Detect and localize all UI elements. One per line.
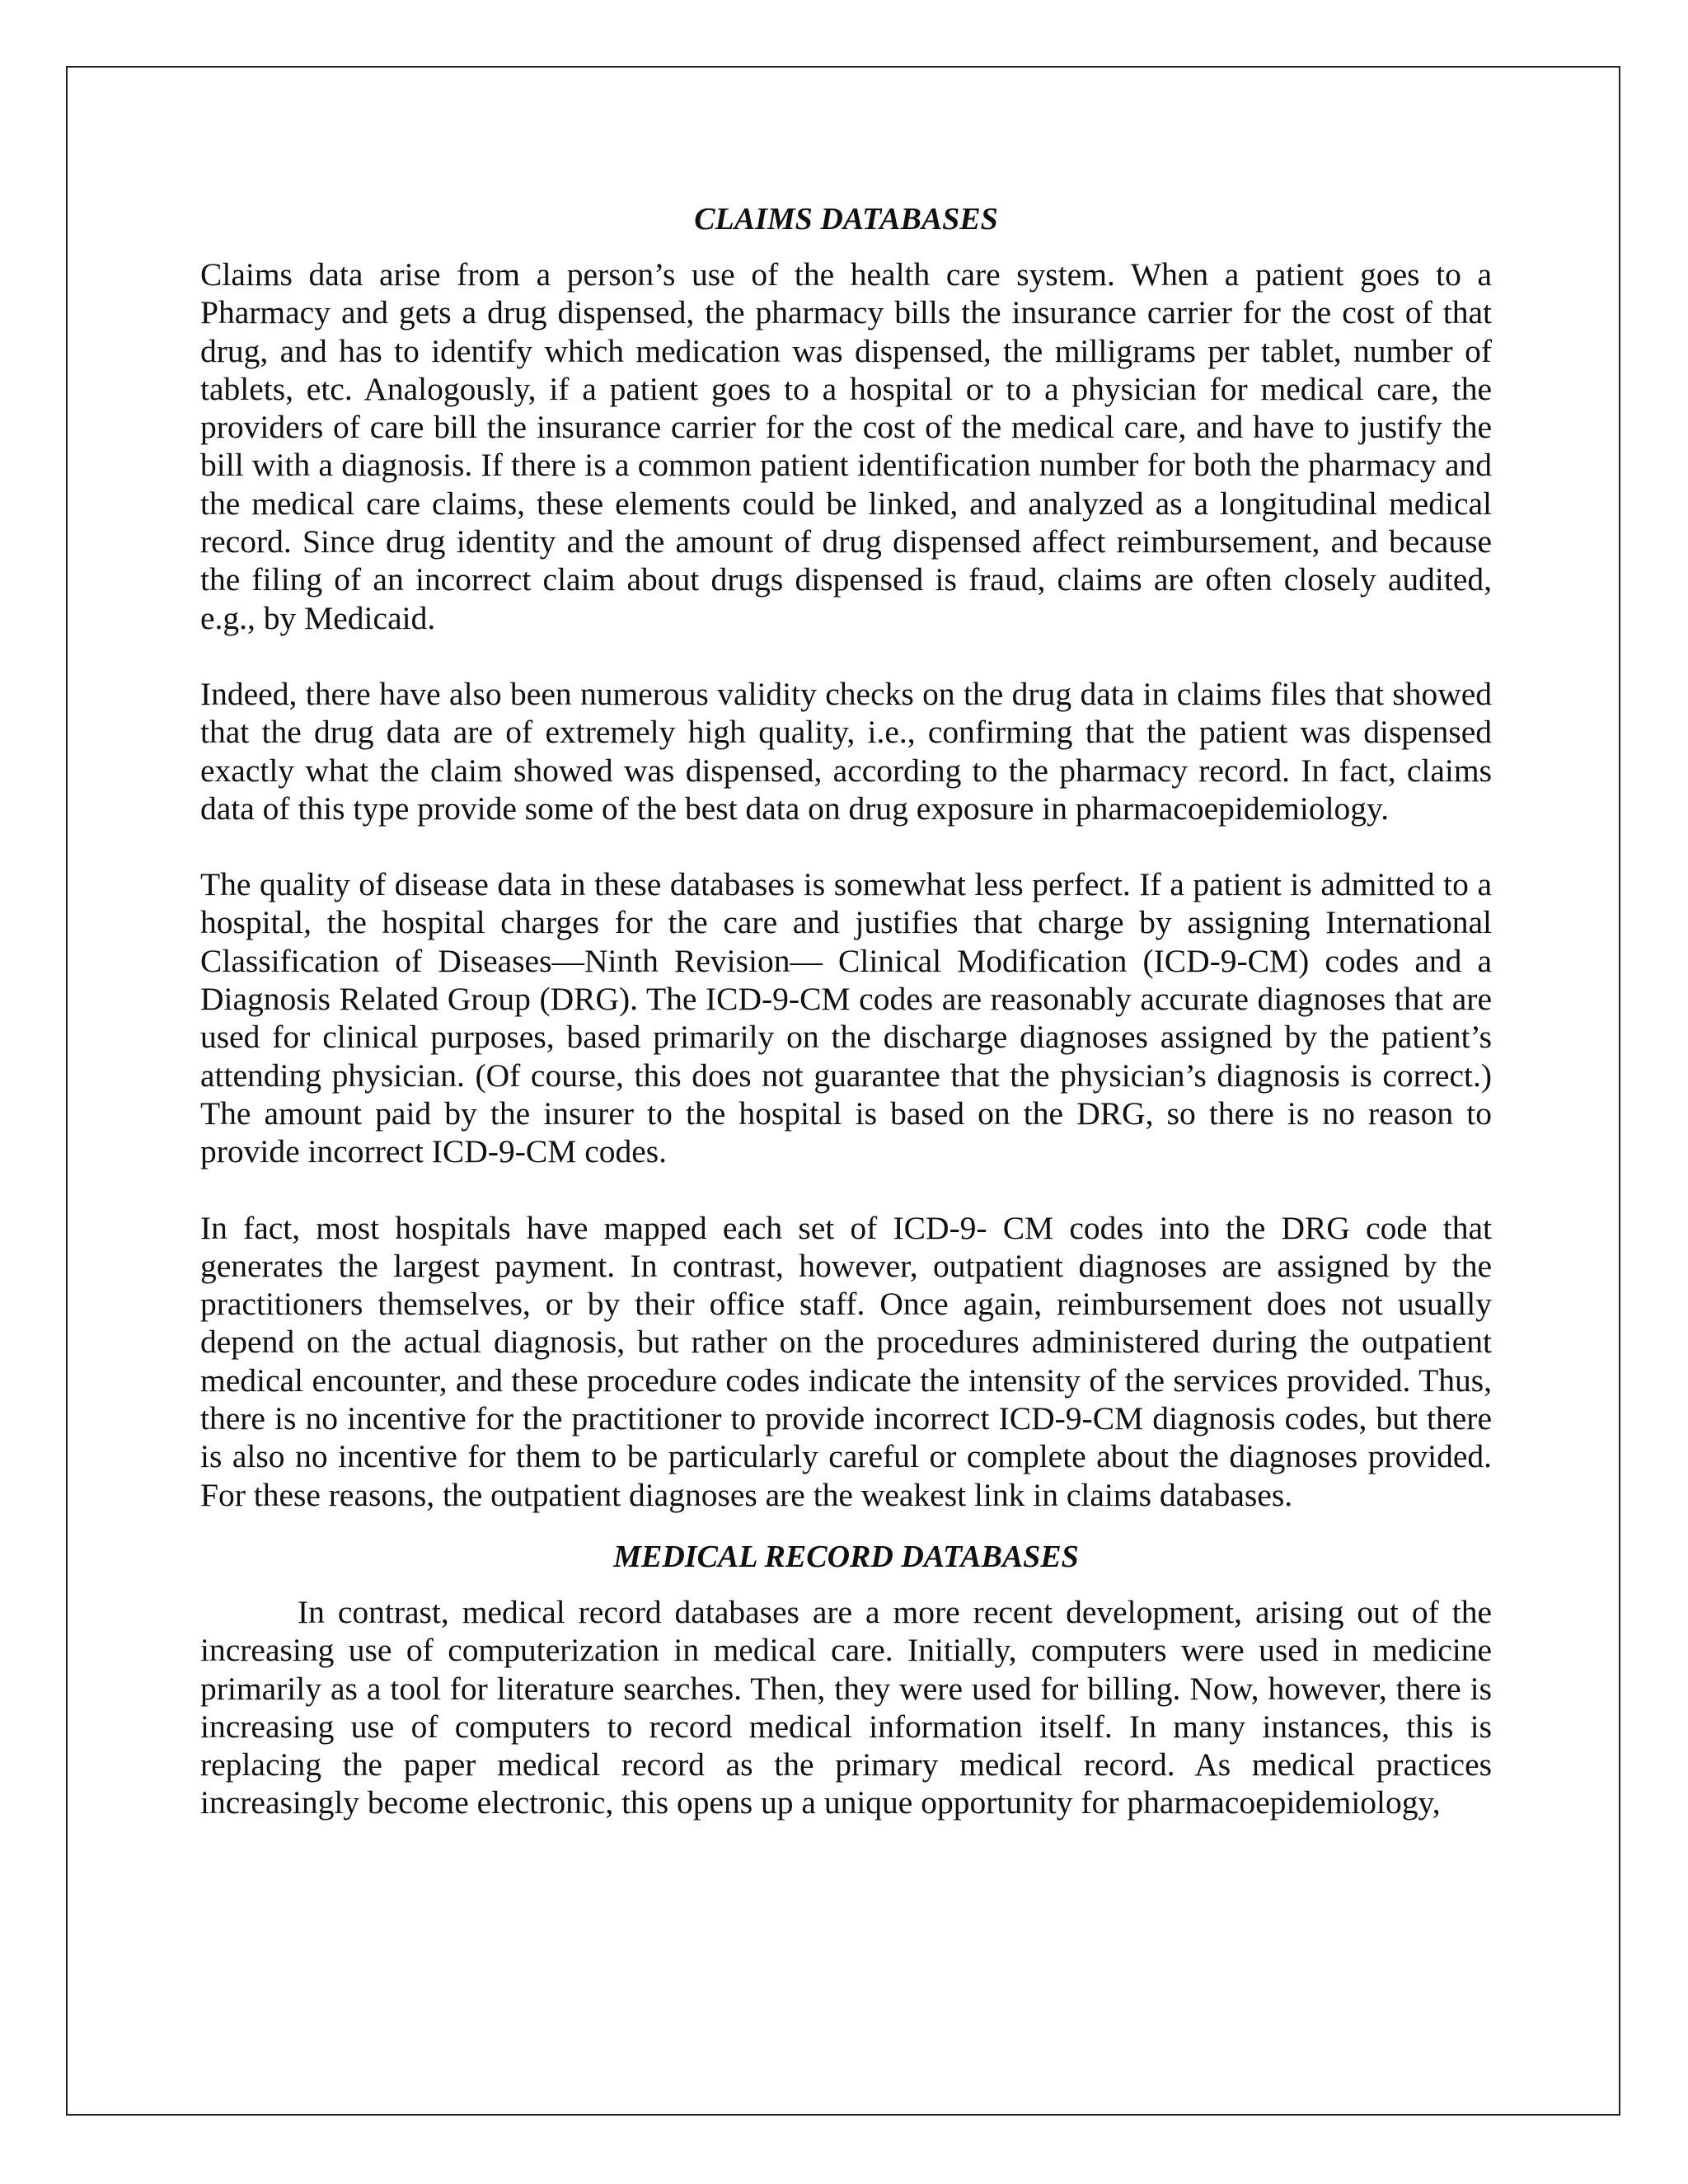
claims-paragraph-4: In fact, most hospitals have mapped each set of ICD-9- CM codes into the DRG code that generates the largest payment. In contrast, however, outpatient diagnoses are assigned by the practitioners themselves, or by their office staff. Once again, reimbursement does not usually depend on the actual diagnosis, but rather on the procedures administered during the outpatient medical encounter, and these procedure codes indicate the intensity of the services provided. Thus, there is no incentive for the practitioner to provide incorrect ICD-9-CM diagnosis codes, but there is also no incentive for them to be particularly careful or complete about the diagnoses provided. For these reasons, the outpatient diagnoses are the weakest link in claims databases. — [200, 1209, 1492, 1513]
claims-databases-heading: CLAIMS DATABASES — [694, 202, 998, 237]
document-body — [200, 194, 1492, 1822]
claims-paragraph-2: Indeed, there have also been numerous validity checks on the drug data in claims files that showed that the drug data are of extremely high quality, i.e., confirming that the patient was dispensed exactly what the claim showed was dispensed, according to the pharmacy record. In fact, claims data of this type provide some of the best data on drug exposure in pharmacoepidemiology. — [200, 675, 1492, 827]
claims-paragraph-3: The quality of disease data in these databases is somewhat less perfect. If a patient is admitted to a hospital, the hospital charges for the care and justifies that charge by assigning International Classification of Diseases—Ninth Revision— Clinical Modification (ICD-9-CM) codes and a Diagnosis Related Group (DRG). The ICD-9-CM codes are reasonably accurate diagnoses that are used for clinical purposes, based primarily on the discharge diagnoses assigned by the patient’s attending physician. (Of course, this does not guarantee that the physician’s diagnosis is correct.) The amount paid by the insurer to the hospital is based on the DRG, so there is no reason to provide incorrect ICD-9-CM codes. — [200, 866, 1492, 1170]
medical-record-databases-heading: MEDICAL RECORD DATABASES — [613, 1539, 1079, 1574]
claims-paragraph-1: Claims data arise from a person’s use of the health care system. When a patient goes to a Pharmacy and gets a drug dispensed, the pharmacy bills the insurance carrier for the cost of that drug, and has to identify which medication was dispensed, the milligrams per tablet, number of tablets, etc. Analogously, if a patient goes to a hospital or to a physician for medical care, the providers of care bill the insurance carrier for the cost of the medical care, and have to justify the bill with a diagnosis. If there is a common patient identification number for both the pharmacy and the medical care claims, these elements could be linked, and analyzed as a longitudinal medical record. Since drug identity and the amount of drug dispensed affect reimbursement, and because the filing of an incorrect claim about drugs dispensed is fraud, claims are often closely audited, e.g., by Medicaid. — [200, 256, 1492, 636]
medical-record-paragraph-1: In contrast, medical record databases are a more recent development, arising out of the increasing use of computerization in medical care. Initially, computers were used in medicine primarily as a tool for literature searches. Then, they were used for billing. Now, however, there is increasing use of computers to record medical information itself. In many instances, this is replacing the paper medical record as the primary medical record. As medical practices increasingly become electronic, this opens up a unique opportunity for pharmacoepidemiology, — [200, 1593, 1492, 1821]
